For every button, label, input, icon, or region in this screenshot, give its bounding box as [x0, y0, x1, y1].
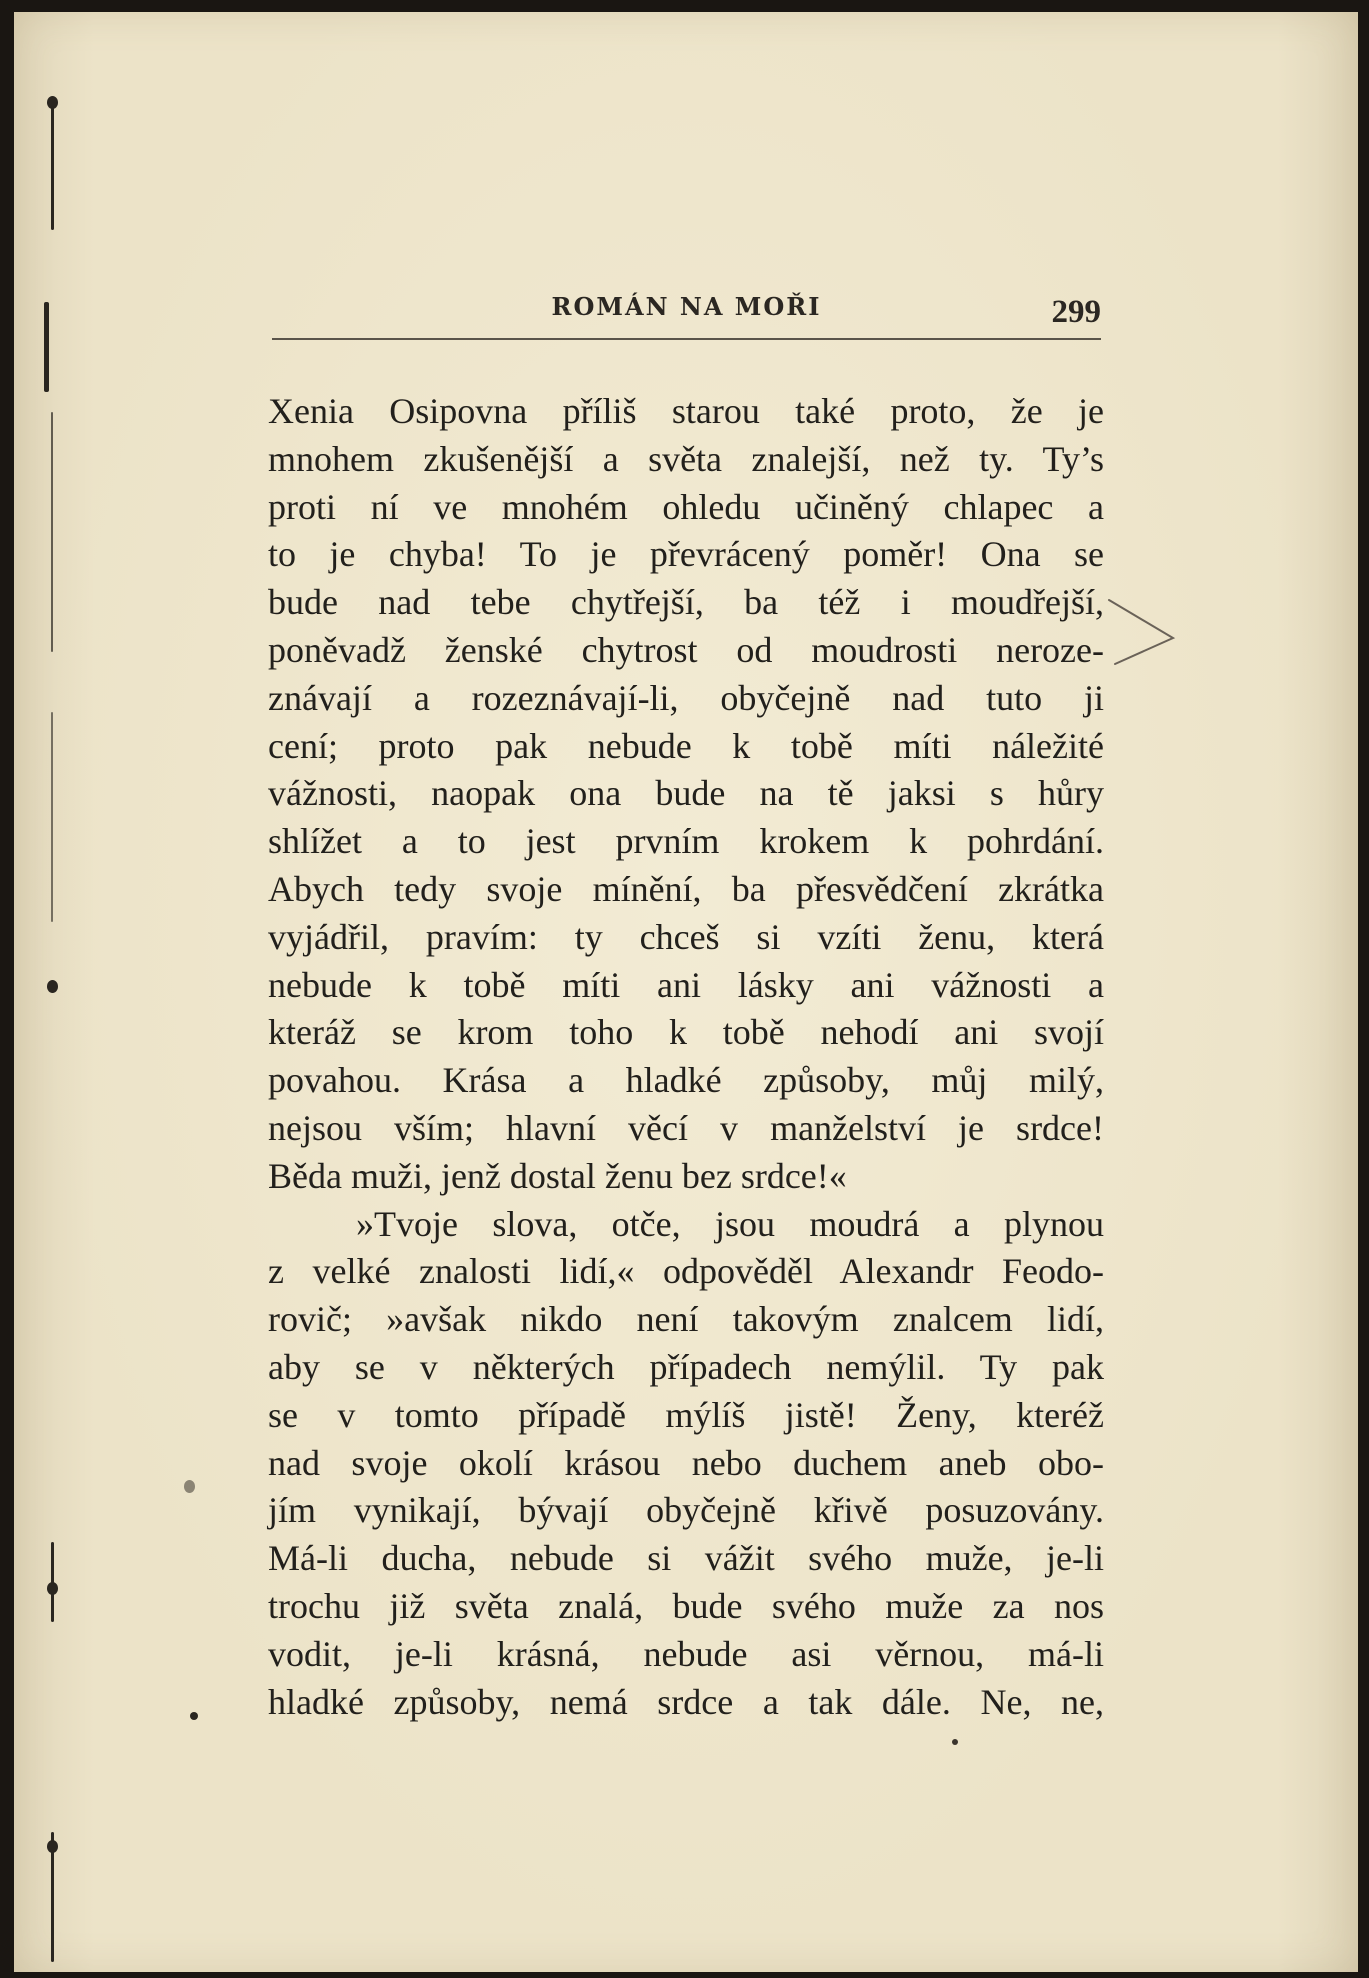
pencil-bracket-mark	[1107, 598, 1177, 666]
page-number: 299	[1051, 294, 1101, 330]
text-line: rovič; »avšak nikdo není takovým znalcem lidí,	[268, 1299, 1104, 1340]
page-header	[272, 288, 1101, 340]
margin-mark	[51, 100, 54, 230]
margin-mark	[44, 302, 49, 392]
running-title: ROMÁN NA MOŘI	[551, 292, 822, 321]
text-line: »Tvoje slova, otče, jsou moudrá a plynou	[356, 1203, 1104, 1244]
body-text	[268, 388, 1104, 1726]
text-line: aby se v některých případech nemýlil. Ty pak	[268, 1346, 1104, 1387]
text-line: jím vynikají, bývají obyčejně křivě posuzovány.	[268, 1490, 1104, 1531]
text-line: proti ní ve mnohém ohledu učiněný chlapec a	[268, 486, 1104, 527]
margin-mark	[47, 1582, 58, 1595]
text-line: cení; proto pak nebude k tobě míti náležité	[268, 725, 1104, 766]
text-line: nad svoje okolí krásou nebo duchem aneb obo-	[268, 1442, 1104, 1483]
text-line: Běda muži, jenž dostal ženu bez srdce!«	[268, 1155, 847, 1196]
text-line: poněvadž ženské chytrost od moudrosti neroze-	[268, 629, 1104, 670]
margin-mark	[51, 712, 53, 922]
text-line: kteráž se krom toho k tobě nehodí ani svojí	[268, 1012, 1104, 1053]
margin-mark	[47, 1840, 58, 1853]
margin-mark	[190, 1712, 198, 1720]
text-line: nejsou vším; hlavní věcí v manželství je srdce!	[268, 1107, 1104, 1148]
text-line: bude nad tebe chytřejší, ba též i moudřejší,	[268, 582, 1104, 623]
margin-mark	[184, 1480, 195, 1493]
text-line: povahou. Krása a hladké způsoby, můj milý,	[268, 1060, 1104, 1101]
margin-mark	[47, 980, 58, 993]
text-line: to je chyba! To je převrácený poměr! Ona se	[268, 534, 1104, 575]
text-line: Xenia Osipovna příliš starou také proto, že je	[268, 391, 1104, 431]
text-line: mnohem zkušenější a světa znalejší, než ty. Ty’s	[268, 438, 1104, 479]
text-line: hladké způsoby, nemá srdce a tak dále. Ne, ne,	[268, 1681, 1104, 1722]
text-line: nebude k tobě míti ani lásky ani vážnosti a	[268, 964, 1104, 1005]
text-line: trochu již světa znalá, bude svého muže za nos	[268, 1585, 1104, 1626]
text-line: vážnosti, naopak ona bude na tě jaksi s hůry	[268, 773, 1104, 814]
text-line: vyjádřil, pravím: ty chceš si vzíti ženu, která	[268, 916, 1104, 957]
text-line: shlížet a to jest prvním krokem k pohrdání.	[268, 821, 1104, 862]
text-line: znávají a rozeznávají-li, obyčejně nad tuto ji	[268, 677, 1104, 718]
margin-mark	[51, 412, 53, 652]
text-line: Abych tedy svoje mínění, ba přesvědčení zkrátka	[268, 868, 1104, 909]
text-line: z velké znalosti lidí,« odpověděl Alexandr Feodo-	[268, 1251, 1104, 1292]
text-line: Má-li ducha, nebude si vážit svého muže, je-li	[268, 1538, 1104, 1579]
ink-speck	[952, 1739, 958, 1745]
text-line: vodit, je-li krásná, nebude asi věrnou, má-li	[268, 1633, 1104, 1674]
text-line: se v tomto případě mýlíš jistě! Ženy, kteréž	[268, 1394, 1104, 1435]
margin-mark	[47, 96, 58, 109]
book-page	[14, 12, 1358, 1972]
